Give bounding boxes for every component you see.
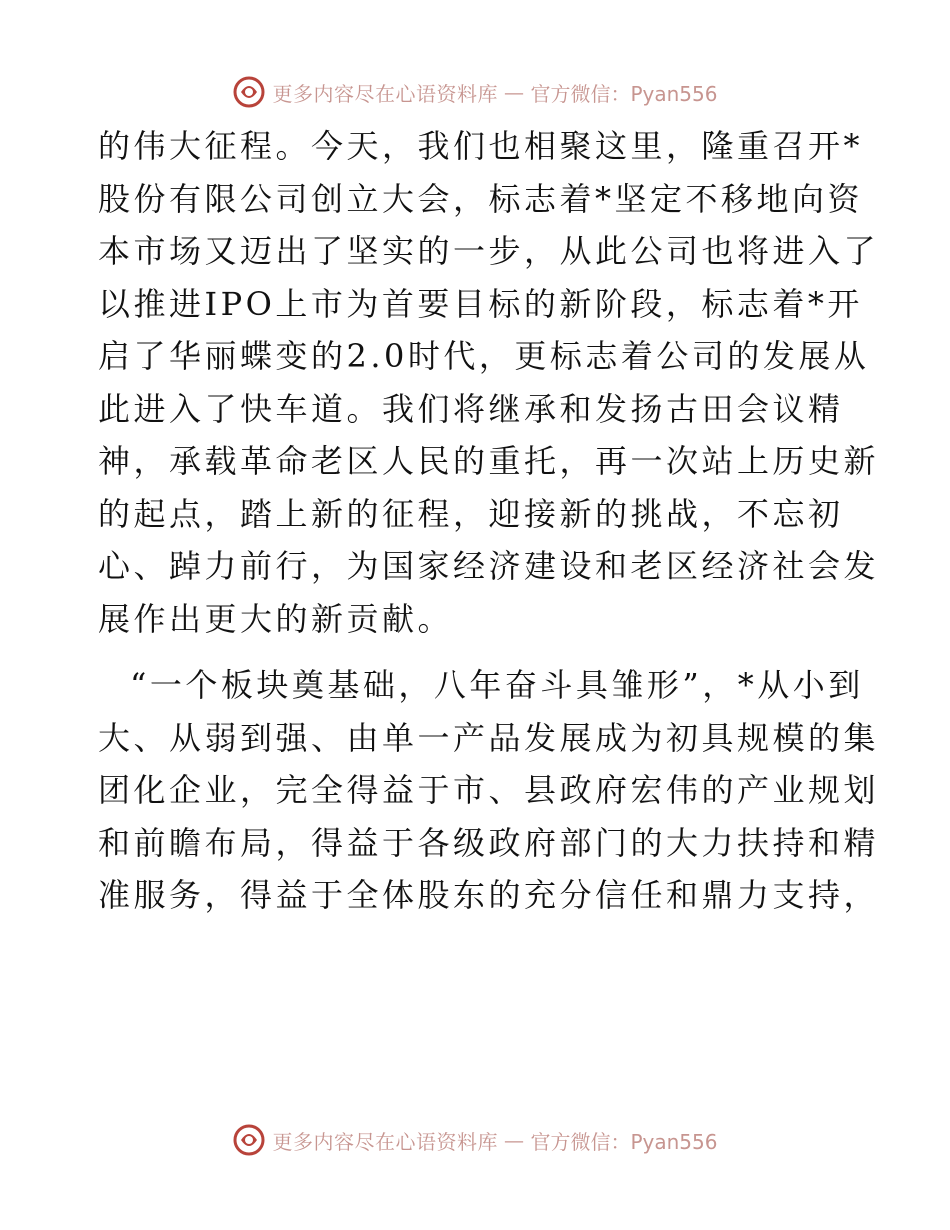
- banner-wechat: 官方微信：Pyan556: [530, 1129, 718, 1154]
- text-line: 心、踔力前行，为国家经济建设和老区经济社会发: [98, 547, 880, 585]
- banner-dash: —: [503, 1128, 525, 1152]
- text-line: 团化企业，完全得益于市、县政府宏伟的产业规划: [98, 771, 880, 809]
- text-line: 启了华丽蝶变的2.0时代，更标志着公司的发展从: [98, 337, 870, 375]
- banner-text: 更多内容尽在心语资料库: [272, 1129, 498, 1154]
- text-line: 和前瞻布局，得益于各级政府部门的大力扶持和精: [98, 823, 880, 862]
- text-line: 大、从弱到强、由单一产品发展成为初具规模的集: [98, 718, 880, 757]
- text-line: 本市场又迈出了坚实的一步，从此公司也将进入了: [98, 232, 880, 270]
- text-line: 此进入了快车道。我们将继承和发扬古田会议精: [98, 389, 844, 428]
- text-line: 的伟大征程。今天，我们也相聚这里，隆重召开*: [98, 127, 864, 165]
- text-line: 神，承载革命老区人民的重托，再一次站上历史新: [98, 442, 880, 480]
- text-line: 以推进IPO上市为首要目标的新阶段，标志着*开: [98, 284, 863, 323]
- text-line: 准服务，得益于全体股东的充分信任和鼎力支持，: [98, 876, 880, 914]
- text-line: 股份有限公司创立大会，标志着*坚定不移地向资: [98, 179, 864, 218]
- banner-text: 更多内容尽在心语资料库: [272, 81, 498, 106]
- banner-wechat: 官方微信：Pyan556: [530, 81, 718, 106]
- brand-logo-icon: [232, 1123, 266, 1157]
- banner-dash: —: [503, 80, 525, 104]
- text-line: “一个板块奠基础，八年奋斗具雏形”，*从小到: [130, 666, 864, 704]
- text-line: 的起点，踏上新的征程，迎接新的挑战，不忘初: [98, 494, 844, 533]
- header-banner: [0, 72, 950, 112]
- paragraph-gap: [98, 645, 858, 659]
- footer-banner: [0, 1120, 950, 1160]
- brand-logo-icon: [232, 75, 266, 109]
- text-line: 展作出更大的新贡献。: [98, 599, 454, 638]
- paragraph: [98, 659, 880, 922]
- paragraph: [98, 120, 880, 645]
- document-body: [98, 120, 880, 922]
